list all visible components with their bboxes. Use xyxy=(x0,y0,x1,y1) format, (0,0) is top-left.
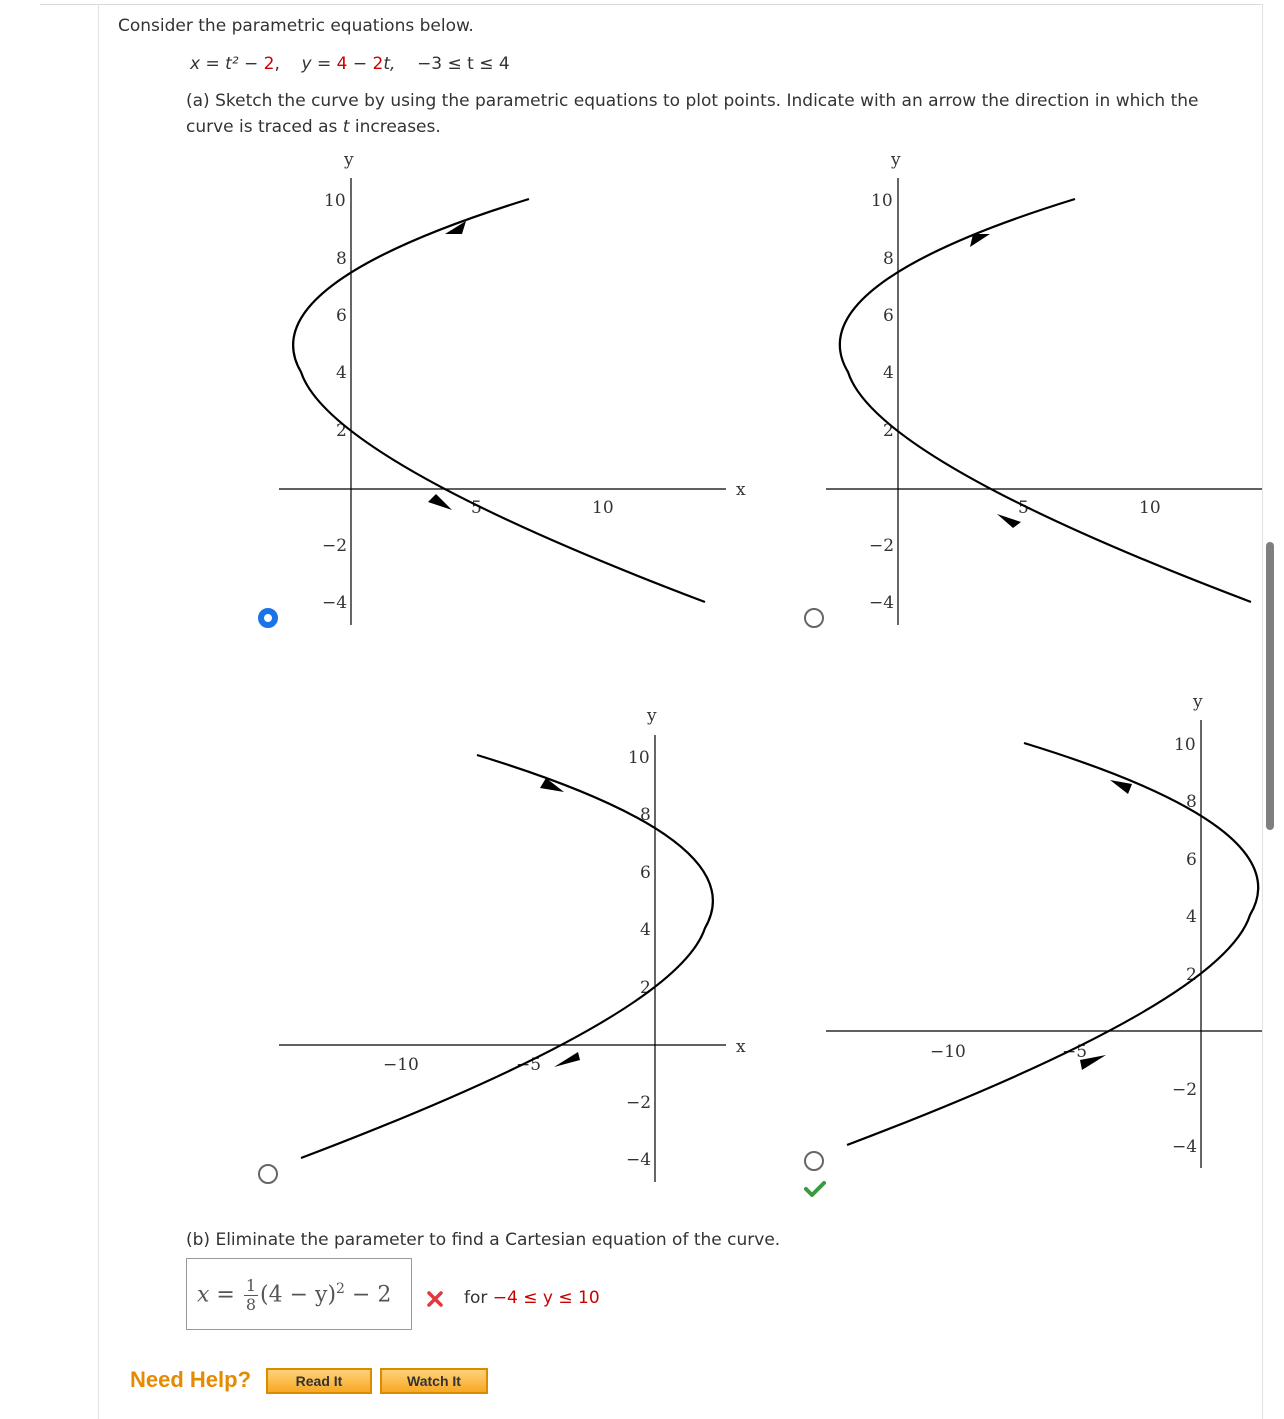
graph-d-ytick: 2 xyxy=(1186,965,1197,985)
graph-d-ytick: 10 xyxy=(1174,735,1196,755)
graph-a-arrow-bottom xyxy=(428,494,452,510)
graph-b-ytick: 6 xyxy=(883,306,894,326)
radio-option-a[interactable] xyxy=(258,608,278,628)
graph-d-ytick: 4 xyxy=(1186,907,1197,927)
eq-y: y = xyxy=(301,54,337,74)
graph-c-x-label: x xyxy=(736,1037,746,1057)
eq-y-const: 4 xyxy=(336,54,348,74)
graph-c-ytick: 6 xyxy=(640,863,651,883)
graph-c-ytick: 4 xyxy=(640,920,651,940)
graph-a-curve xyxy=(293,199,705,602)
graph-c-xtick: −5 xyxy=(516,1055,542,1075)
graph-a-ytick: 8 xyxy=(336,249,347,269)
graph-c xyxy=(279,706,746,1182)
graph-c-ytick: −2 xyxy=(626,1093,652,1113)
graph-c-ytick: 8 xyxy=(640,805,651,825)
graph-b-ytick: 10 xyxy=(871,191,893,211)
graph-c-ytick: 10 xyxy=(628,748,650,768)
graph-c-arrow-bottom xyxy=(554,1052,580,1067)
graph-c-xtick: −10 xyxy=(383,1055,419,1075)
graph-c-curve xyxy=(301,755,713,1158)
answer-frac-den: 8 xyxy=(245,1295,257,1314)
graph-a-ytick: 6 xyxy=(336,306,347,326)
domain-prefix: for xyxy=(464,1288,493,1308)
answer-fraction xyxy=(244,1277,258,1314)
eq-t-range: −3 ≤ t ≤ 4 xyxy=(417,54,510,74)
question-intro: Consider the parametric equations below. xyxy=(118,16,474,36)
graph-a-xtick: 5 xyxy=(471,498,482,518)
graph-a-x-label: x xyxy=(736,480,746,500)
graph-a-y-label: y xyxy=(344,150,354,170)
graph-d-ytick: 6 xyxy=(1186,850,1197,870)
graph-b-ytick: 2 xyxy=(883,421,894,441)
graph-a-ytick: 10 xyxy=(324,191,346,211)
part-a-text: (a) Sketch the curve by using the parametric equations to plot points. Indicate with an arrow the direction in which the curve is traced as xyxy=(186,91,1199,137)
graph-b-xtick: 10 xyxy=(1139,498,1161,518)
eq-y-coef: 2 xyxy=(372,54,384,74)
graph-b-xtick: 5 xyxy=(1018,498,1029,518)
graph-b-ytick: −2 xyxy=(869,536,895,556)
graph-a-ytick: −4 xyxy=(322,593,348,613)
answer-input[interactable] xyxy=(186,1258,412,1330)
graph-a-xtick: 10 xyxy=(592,498,614,518)
answer-math xyxy=(197,1277,391,1314)
radio-option-d[interactable] xyxy=(804,1151,824,1171)
graph-b xyxy=(826,150,1262,625)
incorrect-x-icon xyxy=(426,1290,444,1308)
graph-c-ytick: 2 xyxy=(640,978,651,998)
answer-frac-num: 1 xyxy=(245,1276,257,1295)
graph-a-ytick: −2 xyxy=(322,536,348,556)
graph-a-ytick: 2 xyxy=(336,421,347,441)
graph-d-arrow-top xyxy=(1110,780,1132,794)
graph-a xyxy=(279,150,746,625)
read-it-button[interactable]: Read It xyxy=(266,1368,372,1394)
answer-exponent: 2 xyxy=(336,1281,345,1298)
graph-b-ytick: 8 xyxy=(883,249,894,269)
graph-d-ytick: −4 xyxy=(1172,1137,1198,1157)
graph-d-xtick: −10 xyxy=(930,1042,966,1062)
radio-option-c[interactable] xyxy=(258,1164,278,1184)
eq-y-minus: − xyxy=(347,54,373,74)
graph-b-curve xyxy=(840,199,1251,602)
graph-c-y-label: y xyxy=(647,706,657,726)
graph-c-ytick: −4 xyxy=(626,1150,652,1170)
graph-b-ytick: −4 xyxy=(869,593,895,613)
answer-domain xyxy=(464,1288,600,1308)
graph-b-arrow-top xyxy=(970,234,990,247)
answer-body: (4 − y) xyxy=(260,1282,337,1308)
eq-sep: , xyxy=(274,54,280,74)
eq-x: x = t² − xyxy=(190,54,264,74)
radio-option-b[interactable] xyxy=(804,608,824,628)
graph-d-ytick: −2 xyxy=(1172,1080,1198,1100)
part-a-var: t xyxy=(342,117,350,137)
graph-d-xtick: −5 xyxy=(1062,1042,1088,1062)
eq-x-const: 2 xyxy=(263,54,275,74)
domain-value: −4 ≤ y ≤ 10 xyxy=(492,1288,600,1308)
correct-check-icon xyxy=(804,1180,826,1198)
graph-b-ytick: 4 xyxy=(883,363,894,383)
graph-d xyxy=(826,692,1262,1168)
graph-b-y-label: y xyxy=(891,150,901,170)
graph-a-ytick: 4 xyxy=(336,363,347,383)
need-help-label: Need Help? xyxy=(130,1367,252,1392)
graph-d-ytick: 8 xyxy=(1186,792,1197,812)
answer-lhs: x = xyxy=(197,1282,235,1308)
eq-y-var: t, xyxy=(383,54,396,74)
graph-d-y-label: y xyxy=(1193,692,1203,712)
watch-it-button[interactable]: Watch It xyxy=(380,1368,488,1394)
answer-tail: − 2 xyxy=(344,1282,392,1308)
part-b-prompt: (b) Eliminate the parameter to find a Cartesian equation of the curve. xyxy=(186,1230,781,1250)
part-a-text-end: increases. xyxy=(349,117,441,137)
